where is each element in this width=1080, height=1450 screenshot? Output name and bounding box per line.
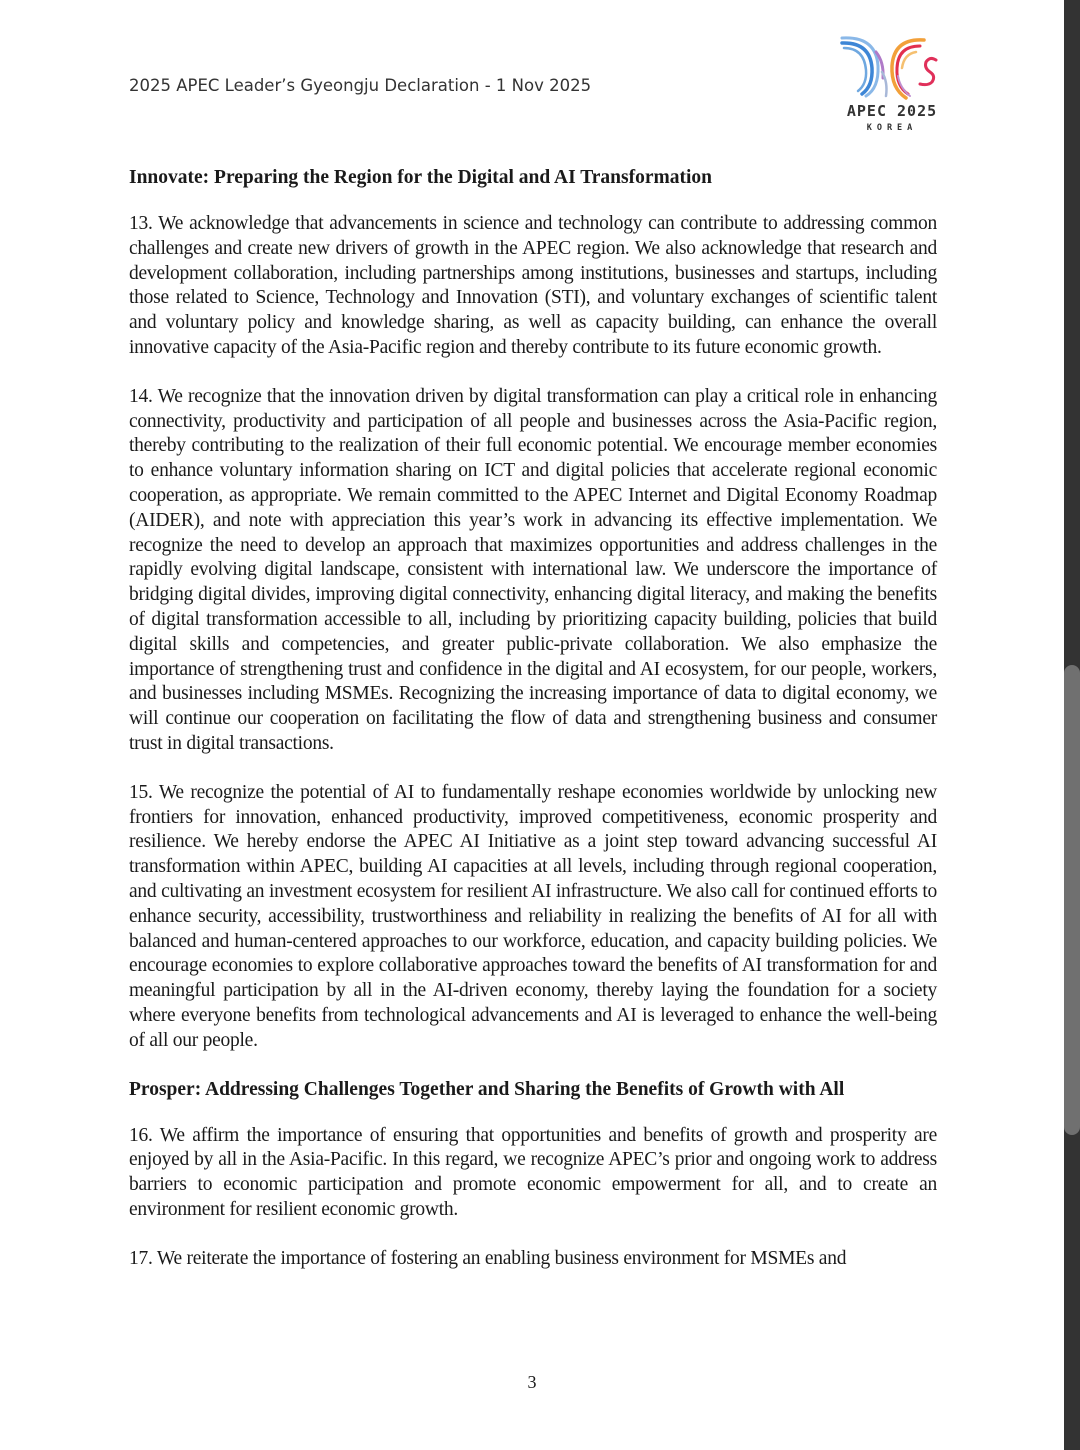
document-body [129,166,937,1271]
apec-logo-icon [836,26,946,101]
section-heading: Innovate: Preparing the Region for the Digital and AI Transformation [129,167,713,188]
paragraph-17: 17. We reiterate the importance of fostering an enabling business environment for MSMEs and [129,1247,847,1269]
logo-main-text: APEC 2025 [846,102,938,120]
section-prosper [129,1078,937,1272]
scrollbar-thumb[interactable] [1064,665,1080,1135]
paragraph-14: 14. We recognize that the innovation driven by digital transformation can play a critical role in enhancing connectivity, productivity and participation of all people and businesses across the Asia-Pacific region, thereby contributing to the realization of their full economic potential. We encourage member economies to enhance voluntary information sharing on ICT and digital policies that accelerate regional economic cooperation, as appropriate. We remain committed to the APEC Internet and Digital Economy Roadmap (AIDER), and note with appreciation this year’s work in advancing its effective implementation. We recognize the need to develop an approach that maximizes opportunities and address challenges in the rapidly evolving digital landscape, consistent with international law. We underscore the importance of bridging digital divides, improving digital connectivity, enhancing digital literacy, and making the benefits of digital transformation accessible to all, including by prioritizing capacity building, policies that build digital skills and competencies, and greater public-private collaboration. We also emphasize the importance of strengthening trust and confidence in the digital and AI ecosystem, for our people, workers, and businesses including MSMEs. Recognizing the increasing importance of data to digital economy, we will continue our cooperation on facilitating the flow of data and strengthening business and consumer trust in digital transactions. [129,385,937,754]
paragraph-16: 16. We affirm the importance of ensuring that opportunities and benefits of growth and prosperity are enjoyed by all in the Asia-Pacific. In this regard, we recognize APEC’s prior and ongoing work to address barriers to economic participation and promote economic empowerment for all, and to create an environment for resilient economic growth. [129,1124,937,1220]
paragraph-13: 13. We acknowledge that advancements in science and technology can contribute to addressing common challenges and create new drivers of growth in the APEC region. We also acknowledge that research and development collaboration, including partnerships among institutions, businesses and startups, including those related to Science, Technology and Innovation (STI), and voluntary exchanges of scientific talent and voluntary policy and knowledge sharing, as well as capacity building, can enhance the overall innovative capacity of the Asia-Pacific region and thereby contribute to its future economic growth. [129,213,937,358]
apec-2025-logo [836,26,946,138]
document-header-title: 2025 APEC Leader’s Gyeongju Declaration - 1 Nov 2025 [129,76,592,95]
paragraph-15: 15. We recognize the potential of AI to fundamentally reshape economies worldwide by unlocking new frontiers for innovation, enhanced productivity, improved competitiveness, economic prosperity and resilience. We hereby endorse the APEC AI Initiative as a joint step toward advancing successful AI transformation within APEC, building AI capacities at all levels, including through regional cooperation, and cultivating an investment ecosystem for resilient AI infrastructure. We also call for continued efforts to enhance security, accessibility, trustworthiness and reliability in realizing the benefits of AI for all with balanced and human-centered approaches to our workforce, education, and capacity building policies. We encourage economies to explore collaborative approaches toward the benefits of AI transformation for and meaningful participation by all in the AI-driven economy, thereby laying the foundation for a society where everyone benefits from technological advancements and AI is leveraged to enhance the well-being of all our people. [129,781,937,1051]
page-number: 3 [527,1372,537,1392]
section-innovate [129,166,937,1054]
logo-sub-text: KOREA [866,123,918,133]
section-heading: Prosper: Addressing Challenges Together and Sharing the Benefits of Growth with All [129,1078,845,1100]
